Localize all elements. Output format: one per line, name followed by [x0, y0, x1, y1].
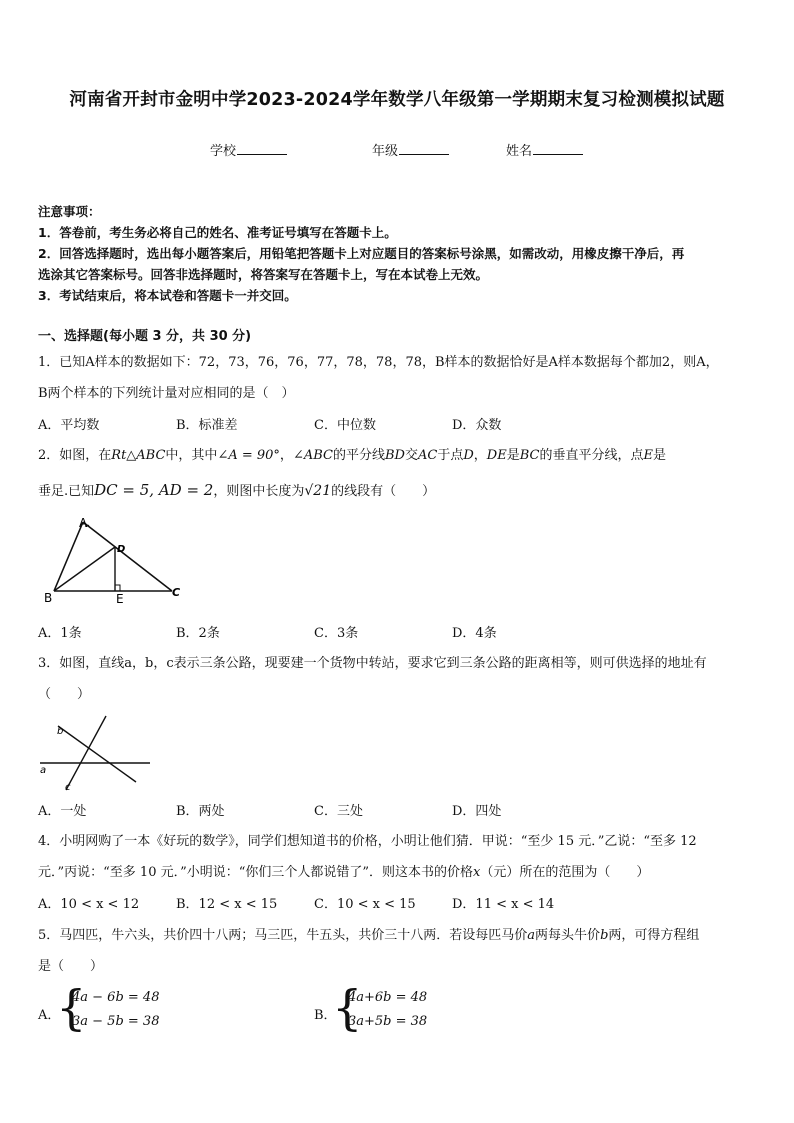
q2-math: ∠A = 90°: [217, 448, 280, 463]
school-label: 学校: [210, 144, 237, 159]
question-1: [38, 347, 760, 409]
q2-text: 交: [404, 448, 418, 463]
q5-option-a[interactable]: [38, 980, 278, 1038]
q5-line2: 是（ ）: [38, 959, 104, 974]
q1-option-c[interactable]: C．中位数: [314, 418, 376, 433]
q2-text: 的垂直平分线，点: [539, 448, 644, 463]
q1-option-a[interactable]: A．平均数: [38, 418, 100, 433]
q2-math: DE: [486, 448, 507, 463]
q2-math: √21: [304, 483, 332, 499]
grade-label: 年级: [372, 144, 399, 159]
question-5: [38, 920, 760, 982]
notice-item: 2．回答选择题时，选出每小题答案后，用铅笔把答题卡上对应题目的答案标号涂黑，如需改动，用橡皮擦干净后，再: [38, 246, 685, 261]
q2-line2: [38, 475, 760, 507]
q2-text: 是: [506, 448, 520, 463]
notice-item: 1．答卷前，考生务必将自己的姓名、准考证号填写在答题卡上。: [38, 225, 397, 240]
grade-field[interactable]: [372, 140, 449, 159]
question-2: [38, 440, 760, 507]
q3-option-d[interactable]: D．四处: [452, 804, 502, 819]
segment-ac: [83, 522, 172, 591]
point-label-b: B: [44, 591, 53, 605]
road-label-a: a: [40, 765, 47, 776]
q2-option-c[interactable]: C．3条: [314, 626, 359, 641]
q2-text: ，: [473, 448, 487, 463]
notice-head: 注意事项：: [38, 204, 101, 219]
q5-math: a: [527, 928, 536, 943]
left-brace-icon: {: [56, 980, 87, 1036]
q2-math: DC = 5, AD = 2: [94, 481, 214, 499]
q5-math: b: [600, 928, 609, 943]
q2-text: 的平分线: [332, 448, 385, 463]
q3-options: [38, 800, 760, 822]
road-label-c: c: [65, 782, 71, 793]
q1-options: [38, 414, 760, 436]
q2-text: 2．如图，在: [38, 448, 112, 463]
q2-options: [38, 622, 760, 644]
q2-math: D: [463, 448, 474, 463]
q2-math: E: [643, 448, 653, 463]
q4-options: [38, 893, 760, 915]
name-field[interactable]: [506, 140, 583, 159]
q1-line2: B两个样本的下列统计量对应相同的是（ ）: [38, 386, 295, 401]
q5-text: 两，可得方程组: [608, 928, 700, 943]
q1-option-d[interactable]: D．众数: [452, 418, 502, 433]
q2-math: ∠ABC: [292, 448, 333, 463]
q5-text: 5．马四匹，牛六头，共价四十八两；马三匹，牛五头，共价三十八两．若设每匹马价: [38, 928, 528, 943]
q2-text: 垂足.已知: [38, 484, 95, 499]
q3-line2: （ ）: [38, 687, 91, 702]
name-blank[interactable]: [533, 142, 583, 155]
q4-line1: 4．小明网购了一本《好玩的数学》，同学们想知道书的价格，小明让他们猜．甲说：“至少 15 元．”乙说：“至多 12: [38, 834, 697, 849]
notice-item: 选涂其它答案标号。回答非选择题时，将答案写在答题卡上，写在本试卷上无效。: [38, 267, 489, 282]
q2-option-d[interactable]: D．4条: [452, 626, 497, 641]
q2-math: Rt△ABC: [111, 448, 166, 463]
q2-option-a[interactable]: A．1条: [38, 626, 82, 641]
road-b: [58, 726, 136, 782]
q4-line2: [38, 857, 760, 888]
section-heading: 一、选择题(每小题 3 分，共 30 分): [38, 329, 252, 344]
triangle-figure: [38, 514, 188, 606]
q2-option-b[interactable]: B．2条: [176, 626, 220, 641]
q3-option-c[interactable]: C．三处: [314, 804, 363, 819]
q2-text: ，则图中长度为: [213, 484, 305, 499]
right-angle-mark: [115, 585, 120, 591]
q4-option-a[interactable]: A．10 < x < 12: [38, 897, 140, 912]
q5-option-a-label: A．: [38, 1008, 61, 1023]
q2-math: BD: [384, 448, 405, 463]
q2-math: AC: [417, 448, 438, 463]
q2-text: 中，其中: [165, 448, 218, 463]
q2-text: ，: [279, 448, 293, 463]
page-title: 河南省开封市金明中学2023-2024学年数学八年级第一学期期末复习检测模拟试题: [69, 90, 725, 110]
q5-option-b-label: B．: [314, 1008, 337, 1023]
point-label-c: C: [172, 586, 181, 599]
q2-math: BC: [519, 448, 540, 463]
roads-figure: [38, 712, 158, 794]
q3-option-b[interactable]: B．两处: [176, 804, 225, 819]
school-blank[interactable]: [237, 142, 287, 155]
left-brace-icon: {: [332, 980, 363, 1036]
road-c: [66, 716, 106, 790]
q2-text: 是: [653, 448, 667, 463]
q5-text: 两每头牛价: [535, 928, 601, 943]
q2-text: 的线段有（ ）: [331, 484, 436, 499]
q5-line1: [38, 920, 760, 951]
question-3: [38, 648, 760, 710]
q1-line1: 1．已知A样本的数据如下：72，73，76，76，77，78，78，78，B样本的数据恰好是A样本数据每个都加2，则A，: [38, 355, 719, 370]
q2-text: 于点: [437, 448, 464, 463]
q4-text: 元．”丙说：“至多 10 元．”小明说：“你们三个人都说错了”．则这本书的价格: [38, 865, 474, 880]
q4-text: （元）所在的范围为（ ）: [480, 865, 650, 880]
q5-option-b[interactable]: [314, 980, 554, 1038]
q5-option-a-eq1: 4a − 6b = 48: [72, 990, 160, 1005]
notice-item: 3．考试结束后，将本试卷和答题卡一并交回。: [38, 288, 297, 303]
point-label-e: E: [116, 592, 124, 606]
q4-option-b[interactable]: B．12 < x < 15: [176, 897, 278, 912]
q3-line1: 3．如图，直线a，b，c表示三条公路，现要建一个货物中转站，要求它到三条公路的距离相等，则可供选择的地址有: [38, 656, 707, 671]
road-label-b: b: [57, 726, 64, 737]
point-label-d: D: [117, 544, 126, 555]
q1-option-b[interactable]: B．标准差: [176, 418, 238, 433]
q4-math: x: [473, 865, 481, 880]
q4-option-c[interactable]: C．10 < x < 15: [314, 897, 416, 912]
q5-option-a-eq2: 3a − 5b = 38: [72, 1014, 160, 1029]
q3-option-a[interactable]: A．一处: [38, 804, 87, 819]
q2-line1: [38, 440, 760, 471]
student-info-fields: [0, 140, 794, 160]
grade-blank[interactable]: [399, 142, 449, 155]
question-4: [38, 826, 760, 888]
q5-option-b-eq2: 3a+5b = 38: [348, 1014, 428, 1029]
notice-block: [38, 201, 758, 306]
point-label-a: A: [79, 516, 88, 530]
school-field[interactable]: [210, 140, 287, 159]
q4-option-d[interactable]: D．11 < x < 14: [452, 897, 555, 912]
q5-option-b-eq1: 4a+6b = 48: [348, 990, 428, 1005]
name-label: 姓名: [506, 144, 533, 159]
